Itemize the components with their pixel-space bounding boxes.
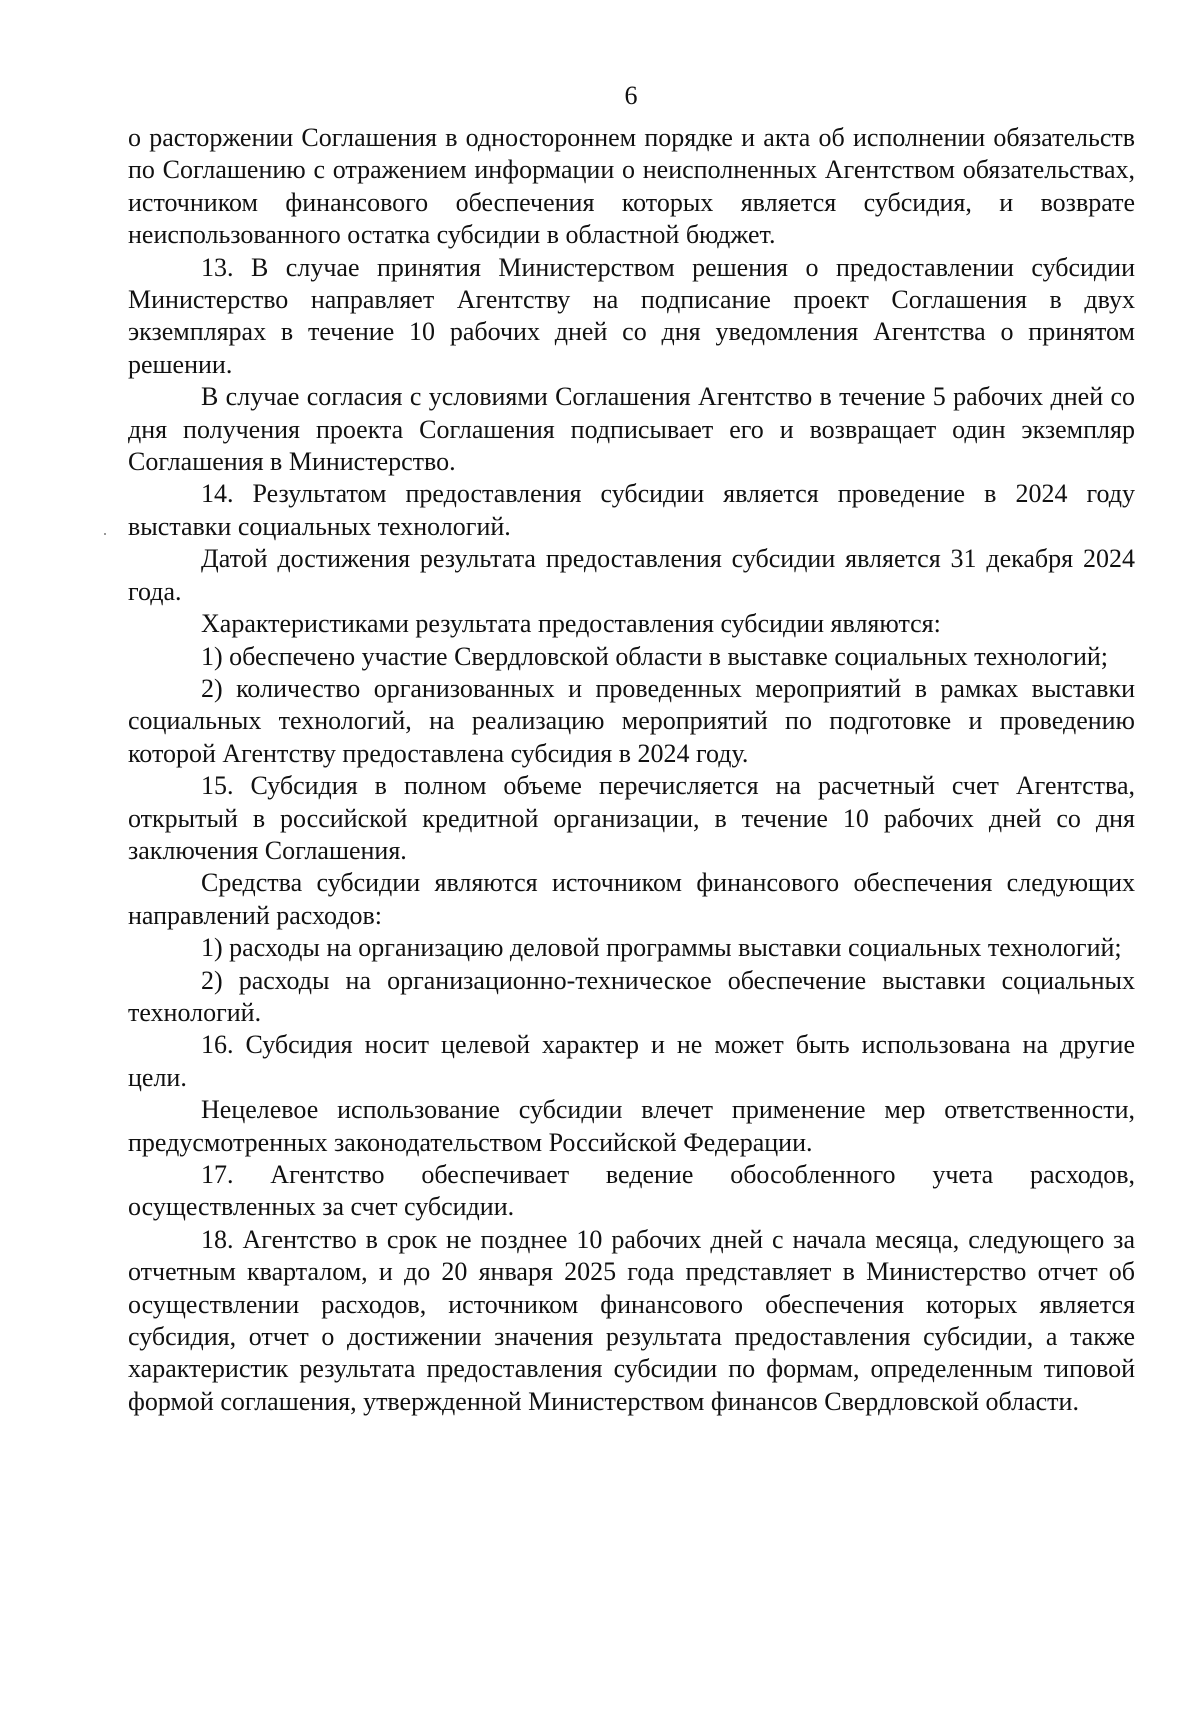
paragraph-item-16: 16. Субсидия носит целевой характер и не может быть использована на другие цели. — [128, 1030, 1135, 1092]
paragraph-item-14-characteristics: Характеристиками результата предоставления субсидии являются: — [201, 609, 941, 639]
paragraph-item-18: 18. Агентство в срок не позднее 10 рабочих дней с начала месяца, следующего за отчетным кварталом, и до 20 января 2025 года представляет в Министерство отчет об осуществлении расходов, источником финансового обеспечения которых является субсидия, отчет о достижении значения результата предоставления субсидии, а также характеристик результата предоставления субсидии по формам, определенным типовой формой соглашения, утвержденной Министерством финансов Свердловской области. — [128, 1224, 1135, 1416]
paragraph-item-14: 14. Результатом предоставления субсидии является проведение в 2024 году выставки социальных технологий. — [128, 479, 1135, 541]
paragraph-item-14-sub-1: 1) обеспечено участие Свердловской области в выставке социальных технологий; — [201, 641, 1109, 671]
paragraph-item-15-sub-2: 2) расходы на организационно-техническое обеспечение выставки социальных технологий. — [128, 965, 1135, 1027]
paragraph-item-14-date: Датой достижения результата предоставления субсидии является 31 декабря 2024 года. — [128, 544, 1135, 606]
page-number: 6 — [624, 81, 638, 110]
paragraph-item-15-funds: Средства субсидии являются источником финансового обеспечения следующих направлений расходов: — [128, 868, 1135, 930]
document-body — [128, 122, 1135, 1418]
paragraph-item-17: 17. Агентство обеспечивает ведение обособленного учета расходов, осуществленных за счет субсидии. — [128, 1160, 1135, 1222]
paragraph-item-15: 15. Субсидия в полном объеме перечисляется на расчетный счет Агентства, открытый в российской кредитной организации, в течение 10 рабочих дней со дня заключения Соглашения. — [128, 771, 1135, 865]
paragraph-item-14-sub-2: 2) количество организованных и проведенных мероприятий в рамках выставки социальных технологий, на реализацию мероприятий по подготовке и проведению которой Агентству предоставлена субсидия в 2024 году. — [128, 673, 1135, 768]
paragraph-item-15-sub-1: 1) расходы на организацию деловой программы выставки социальных технологий; — [201, 933, 1122, 963]
paragraph-item-13-consent: В случае согласия с условиями Соглашения Агентство в течение 5 рабочих дней со дня получения проекта Соглашения подписывает его и возвращает один экземпляр Соглашения в Министерство. — [128, 382, 1135, 477]
paragraph-continuation: о расторжении Соглашения в одностороннем порядке и акта об исполнении обязательств по Соглашению с отражением информации о неисполненных Агентством обязательствах, источником финансового обеспечения которых является субсидия, и возврате неиспользованного остатка субсидии в областной бюджет. — [128, 123, 1135, 250]
paragraph-item-13: 13. В случае принятия Министерством решения о предоставлении субсидии Министерство направляет Агентству на подписание проект Соглашения в двух экземплярах в течение 10 рабочих дней со дня уведомления Агентства о принятом решении. — [128, 252, 1135, 379]
paragraph-item-16-misuse: Нецелевое использование субсидии влечет применение мер ответственности, предусмотренных законодательством Российской Федерации. — [128, 1095, 1135, 1157]
scan-speck — [104, 533, 106, 535]
